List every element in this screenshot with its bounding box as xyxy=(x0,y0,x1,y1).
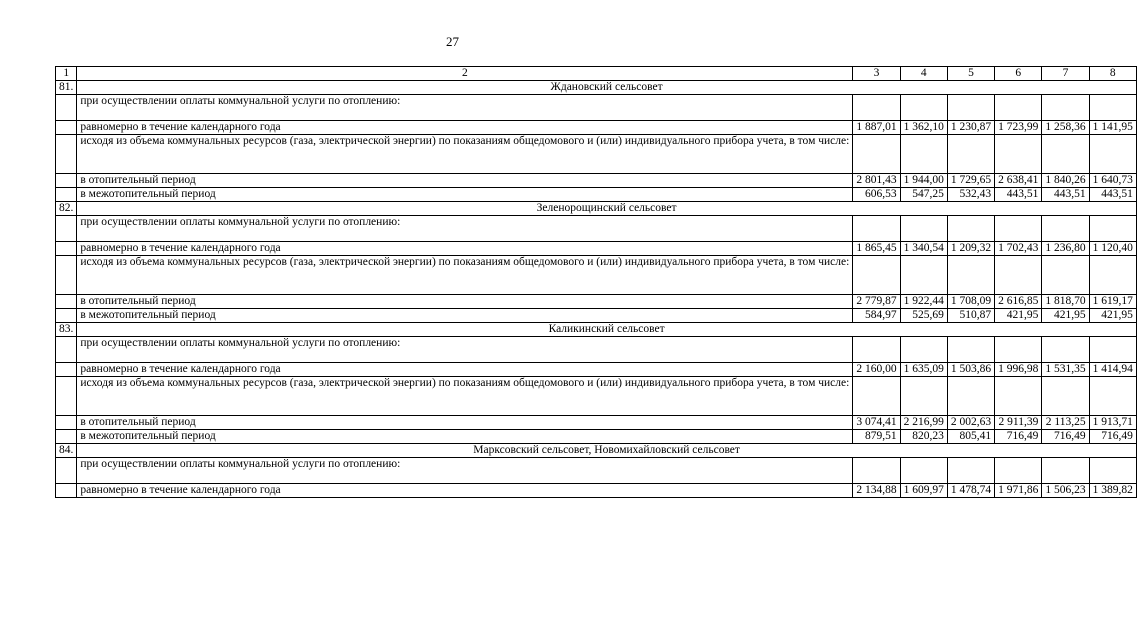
table-row xyxy=(56,121,1137,135)
section-header-row xyxy=(56,202,1137,216)
section-name: Ждановский сельсовет xyxy=(77,81,1136,95)
value-cell: 2 911,39 xyxy=(995,416,1042,430)
value-cell: 525,69 xyxy=(900,309,947,323)
row-description: в межотопительный период xyxy=(77,309,853,323)
table-row xyxy=(56,95,1137,121)
row-description: равномерно в течение календарного года xyxy=(77,363,853,377)
value-cell: 716,49 xyxy=(995,430,1042,444)
value-cell: 1 723,99 xyxy=(995,121,1042,135)
value-cell: 1 922,44 xyxy=(900,295,947,309)
value-cell xyxy=(1089,458,1136,484)
value-cell: 1 818,70 xyxy=(1042,295,1089,309)
empty-number-cell xyxy=(56,256,77,295)
value-cell: 1 120,40 xyxy=(1089,242,1136,256)
section-header-row xyxy=(56,444,1137,458)
empty-number-cell xyxy=(56,337,77,363)
value-cell: 1 389,82 xyxy=(1089,484,1136,498)
value-cell xyxy=(947,337,994,363)
value-cell: 443,51 xyxy=(1042,188,1089,202)
value-cell: 1 141,95 xyxy=(1089,121,1136,135)
value-cell: 2 113,25 xyxy=(1042,416,1089,430)
value-cell xyxy=(900,337,947,363)
value-cell xyxy=(947,216,994,242)
value-cell xyxy=(1042,95,1089,121)
row-description: равномерно в течение календарного года xyxy=(77,484,853,498)
value-cell: 606,53 xyxy=(853,188,900,202)
empty-number-cell xyxy=(56,95,77,121)
table-row xyxy=(56,174,1137,188)
value-cell: 1 609,97 xyxy=(900,484,947,498)
column-number-cell: 4 xyxy=(900,67,947,81)
empty-number-cell xyxy=(56,363,77,377)
value-cell: 805,41 xyxy=(947,430,994,444)
column-number-cell: 2 xyxy=(77,67,853,81)
table-row xyxy=(56,484,1137,498)
table-row xyxy=(56,242,1137,256)
table-row xyxy=(56,416,1137,430)
row-description: в межотопительный период xyxy=(77,188,853,202)
value-cell xyxy=(995,377,1042,416)
table-row xyxy=(56,458,1137,484)
row-description: исходя из объема коммунальных ресурсов (газа, электрической энергии) по показаниям общедомового и (или) индивидуального прибора учета, в том числе: xyxy=(77,256,853,295)
section-header-row xyxy=(56,81,1137,95)
value-cell: 2 160,00 xyxy=(853,363,900,377)
value-cell: 1 865,45 xyxy=(853,242,900,256)
value-cell: 879,51 xyxy=(853,430,900,444)
value-cell: 443,51 xyxy=(995,188,1042,202)
value-cell xyxy=(947,95,994,121)
value-cell: 716,49 xyxy=(1089,430,1136,444)
tariff-table xyxy=(55,66,1137,498)
value-cell xyxy=(995,256,1042,295)
value-cell xyxy=(1042,256,1089,295)
value-cell: 1 887,01 xyxy=(853,121,900,135)
table-row xyxy=(56,337,1137,363)
value-cell: 2 779,87 xyxy=(853,295,900,309)
value-cell: 1 729,65 xyxy=(947,174,994,188)
value-cell xyxy=(853,135,900,174)
value-cell xyxy=(853,95,900,121)
value-cell: 1 635,09 xyxy=(900,363,947,377)
value-cell xyxy=(1042,337,1089,363)
value-cell: 1 230,87 xyxy=(947,121,994,135)
value-cell: 1 209,32 xyxy=(947,242,994,256)
value-cell xyxy=(995,135,1042,174)
value-cell xyxy=(900,95,947,121)
column-number-cell: 7 xyxy=(1042,67,1089,81)
row-description: при осуществлении оплаты коммунальной услуги по отоплению: xyxy=(77,337,853,363)
value-cell xyxy=(900,377,947,416)
value-cell: 1 503,86 xyxy=(947,363,994,377)
value-cell xyxy=(853,216,900,242)
section-name: Марксовский сельсовет, Новомихайловский сельсовет xyxy=(77,444,1136,458)
value-cell xyxy=(947,458,994,484)
value-cell: 1 840,26 xyxy=(1042,174,1089,188)
column-number-row xyxy=(56,67,1137,81)
empty-number-cell xyxy=(56,309,77,323)
empty-number-cell xyxy=(56,377,77,416)
empty-number-cell xyxy=(56,174,77,188)
row-description: в отопительный период xyxy=(77,174,853,188)
row-description: исходя из объема коммунальных ресурсов (газа, электрической энергии) по показаниям общедомового и (или) индивидуального прибора учета, в том числе: xyxy=(77,377,853,416)
value-cell: 3 074,41 xyxy=(853,416,900,430)
value-cell: 1 619,17 xyxy=(1089,295,1136,309)
empty-number-cell xyxy=(56,216,77,242)
value-cell xyxy=(900,135,947,174)
page-number: 27 xyxy=(446,34,459,49)
section-number: 82. xyxy=(56,202,77,216)
value-cell: 1 478,74 xyxy=(947,484,994,498)
table-row xyxy=(56,216,1137,242)
value-cell xyxy=(1042,216,1089,242)
value-cell: 716,49 xyxy=(1042,430,1089,444)
value-cell xyxy=(947,256,994,295)
value-cell xyxy=(1042,377,1089,416)
value-cell: 1 258,36 xyxy=(1042,121,1089,135)
value-cell xyxy=(853,458,900,484)
value-cell: 1 708,09 xyxy=(947,295,994,309)
value-cell: 2 616,85 xyxy=(995,295,1042,309)
column-number-cell: 3 xyxy=(853,67,900,81)
table-row xyxy=(56,135,1137,174)
empty-number-cell xyxy=(56,484,77,498)
value-cell: 421,95 xyxy=(1042,309,1089,323)
value-cell: 443,51 xyxy=(1089,188,1136,202)
value-cell: 1 702,43 xyxy=(995,242,1042,256)
value-cell: 1 414,94 xyxy=(1089,363,1136,377)
value-cell xyxy=(900,216,947,242)
row-description: в отопительный период xyxy=(77,295,853,309)
value-cell: 1 531,35 xyxy=(1042,363,1089,377)
value-cell: 421,95 xyxy=(1089,309,1136,323)
value-cell: 1 506,23 xyxy=(1042,484,1089,498)
value-cell: 1 362,10 xyxy=(900,121,947,135)
value-cell: 1 640,73 xyxy=(1089,174,1136,188)
value-cell: 1 236,80 xyxy=(1042,242,1089,256)
section-number: 84. xyxy=(56,444,77,458)
row-description: при осуществлении оплаты коммунальной услуги по отоплению: xyxy=(77,95,853,121)
value-cell: 584,97 xyxy=(853,309,900,323)
section-name: Зеленорощинский сельсовет xyxy=(77,202,1136,216)
column-number-cell: 1 xyxy=(56,67,77,81)
section-number: 83. xyxy=(56,323,77,337)
value-cell: 1 340,54 xyxy=(900,242,947,256)
value-cell xyxy=(853,337,900,363)
table-body xyxy=(56,67,1137,498)
table-row xyxy=(56,309,1137,323)
row-description: в отопительный период xyxy=(77,416,853,430)
value-cell xyxy=(853,377,900,416)
value-cell: 547,25 xyxy=(900,188,947,202)
value-cell xyxy=(995,216,1042,242)
empty-number-cell xyxy=(56,135,77,174)
empty-number-cell xyxy=(56,430,77,444)
column-number-cell: 5 xyxy=(947,67,994,81)
value-cell xyxy=(1089,216,1136,242)
row-description: в межотопительный период xyxy=(77,430,853,444)
value-cell xyxy=(1042,458,1089,484)
table-row xyxy=(56,188,1137,202)
row-description: равномерно в течение календарного года xyxy=(77,121,853,135)
table-row xyxy=(56,256,1137,295)
value-cell: 1 996,98 xyxy=(995,363,1042,377)
empty-number-cell xyxy=(56,121,77,135)
table-row xyxy=(56,363,1137,377)
row-description: при осуществлении оплаты коммунальной услуги по отоплению: xyxy=(77,458,853,484)
value-cell: 1 944,00 xyxy=(900,174,947,188)
value-cell: 2 638,41 xyxy=(995,174,1042,188)
value-cell xyxy=(1089,95,1136,121)
empty-number-cell xyxy=(56,458,77,484)
value-cell xyxy=(1089,135,1136,174)
column-number-cell: 8 xyxy=(1089,67,1136,81)
section-header-row xyxy=(56,323,1137,337)
value-cell: 2 216,99 xyxy=(900,416,947,430)
value-cell xyxy=(947,377,994,416)
value-cell: 2 801,43 xyxy=(853,174,900,188)
value-cell: 532,43 xyxy=(947,188,994,202)
empty-number-cell xyxy=(56,188,77,202)
table-row xyxy=(56,295,1137,309)
value-cell: 421,95 xyxy=(995,309,1042,323)
value-cell xyxy=(995,458,1042,484)
value-cell: 510,87 xyxy=(947,309,994,323)
value-cell: 1 913,71 xyxy=(1089,416,1136,430)
value-cell xyxy=(900,256,947,295)
empty-number-cell xyxy=(56,295,77,309)
table-row xyxy=(56,377,1137,416)
empty-number-cell xyxy=(56,416,77,430)
empty-number-cell xyxy=(56,242,77,256)
value-cell xyxy=(1089,256,1136,295)
section-number: 81. xyxy=(56,81,77,95)
value-cell xyxy=(995,337,1042,363)
value-cell xyxy=(900,458,947,484)
value-cell xyxy=(1089,337,1136,363)
value-cell xyxy=(1089,377,1136,416)
row-description: равномерно в течение календарного года xyxy=(77,242,853,256)
value-cell: 2 134,88 xyxy=(853,484,900,498)
value-cell xyxy=(995,95,1042,121)
value-cell: 2 002,63 xyxy=(947,416,994,430)
value-cell xyxy=(853,256,900,295)
column-number-cell: 6 xyxy=(995,67,1042,81)
row-description: при осуществлении оплаты коммунальной услуги по отоплению: xyxy=(77,216,853,242)
value-cell xyxy=(947,135,994,174)
value-cell: 820,23 xyxy=(900,430,947,444)
value-cell: 1 971,86 xyxy=(995,484,1042,498)
row-description: исходя из объема коммунальных ресурсов (газа, электрической энергии) по показаниям общедомового и (или) индивидуального прибора учета, в том числе: xyxy=(77,135,853,174)
value-cell xyxy=(1042,135,1089,174)
section-name: Каликинский сельсовет xyxy=(77,323,1136,337)
table-row xyxy=(56,430,1137,444)
